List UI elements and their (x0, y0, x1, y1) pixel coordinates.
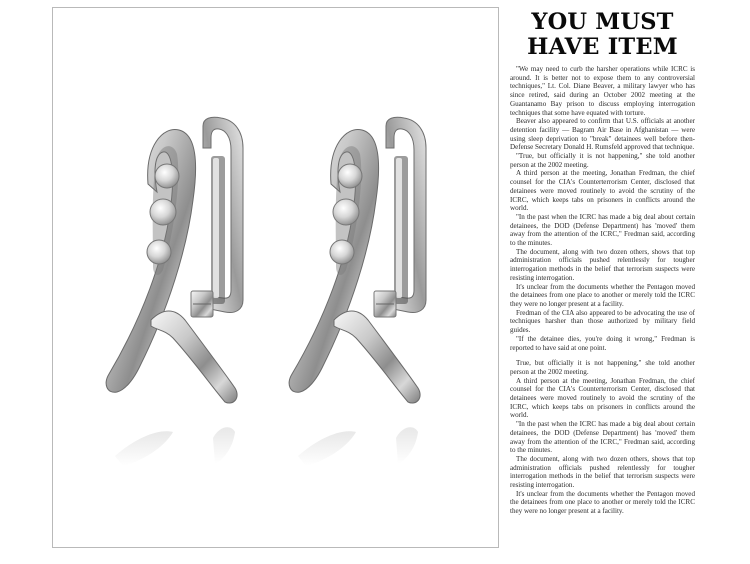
article-body (510, 65, 695, 516)
article-paragraph: It's unclear from the documents whether the Pentagon moved the detainees from one place to another or merely told the ICRC they were no longer present at a facility. (510, 282, 695, 308)
article-paragraph: Fredman of the CIA also appeared to be advocating the use of techniques harsher than those authorized by military field guides. (510, 308, 695, 335)
article-paragraph: "In the past when the ICRC has made a big deal about certain detainees, the DOD (Defense Department) has 'moved' them away from the attention of the ICRC," Fredman said, according to the minutes. (510, 420, 695, 455)
article-paragraph: The document, along with two dozen others, shows that top administration officials pushed relentlessly for tougher interrogation methods in the belief that terrorism suspects were resisting interrogation. (510, 247, 695, 282)
article-paragraph: It's unclear from the documents whether the Pentagon moved the detainees from one place to another or merely told the ICRC they were no longer present at a facility. (510, 489, 695, 516)
article-paragraph: True, but officially it is not happening," she told another person at the 2002 meeting. (510, 359, 695, 376)
headline-line-2: HAVE ITEM (527, 34, 678, 60)
headline (510, 10, 695, 60)
article-paragraph: A third person at the meeting, Jonathan Fredman, the chief counsel for the CIA's Counterterrorism Center, disclosed that detainees were moved routinely to avoid the scrutiny of the ICRC, which keeps tabs on prisoners in conflicts around the world. (510, 376, 695, 420)
left-earring (106, 117, 243, 466)
article-paragraph: "We may need to curb the harsher operations while ICRC is around. It is better not to expose them to any controversial techniques," Lt. Col. Diane Beaver, a military lawyer who has since retired, said during an October 2002 meeting at the Guantanamo Bay prison to discuss employing interrogation techniques that some have equated with torture. (510, 65, 695, 117)
headline-line-1: YOU MUST (531, 9, 674, 35)
article-paragraph: The document, along with two dozen others, shows that top administration officials pushed relentlessly for tougher interrogation methods in the belief that terrorism suspects were resisting interrogation. (510, 454, 695, 490)
article-paragraph: "In the past when the ICRC has made a big deal about certain detainees, the DOD (Defense Department) has 'moved' them away from the attention of the ICRC," Fredman said, according to the minutes. (510, 212, 695, 248)
article-paragraph: "True, but officially it is not happening," she told another person at the 2002 meeting. (510, 152, 695, 169)
article-column (510, 10, 695, 516)
earrings-illustration (53, 8, 499, 548)
article-paragraph: "If the detainee dies, you're doing it wrong," Fredman is reported to have said at one point. (510, 334, 695, 352)
right-earring (289, 117, 426, 466)
article-paragraph: A third person at the meeting, Jonathan Fredman, the chief counsel for the CIA's Counterterrorism Center, disclosed that detainees were moved routinely to avoid the scrutiny of the ICRC, which keeps tabs on prisoners in conflicts around the world. (510, 169, 695, 213)
article-paragraph: Beaver also appeared to confirm that U.S. officials at another detention facility — Bagram Air Base in Afghanistan — were using sleep deprivation to "break" detainees well before then-Defense Secretary Donald H. Rumsfeld approved that technique. (510, 117, 695, 152)
product-photo (52, 7, 499, 548)
